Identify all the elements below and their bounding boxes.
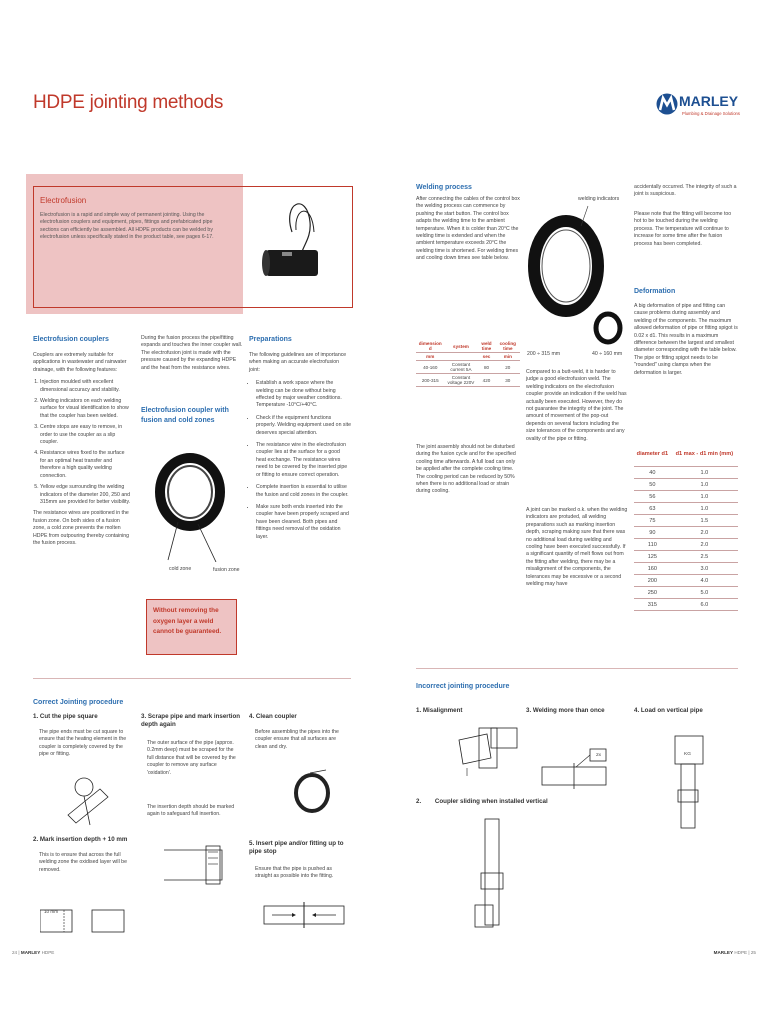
welding-table	[416, 340, 520, 387]
list-item: 4. Resistance wires fixed to the surface for an optimal heat transfer and therefore a high quality welding connection.	[40, 450, 131, 480]
electrofusion-title: Electrofusion	[40, 196, 87, 205]
divider-right	[416, 668, 738, 669]
list-item: 1. Injection moulded with excellent dimensional accuracy and stability.	[40, 379, 131, 394]
couplers-column	[33, 352, 131, 547]
table-header: system	[445, 340, 478, 353]
table-cell: 90	[634, 527, 671, 539]
deformation-table	[634, 442, 738, 611]
welding-after-text: The joint assembly should not be disturbed during the fusion cycle and for the specified cooling time afterwards. A full load can only be applied after the complete cooling time. The cooling period can be reduced by 50% when there is no additional load or strain during cooling.	[416, 444, 516, 495]
step-3-text-2: The insertion depth should be marked again to safeguard full insertion.	[147, 804, 235, 818]
deformation-title: Deformation	[634, 288, 676, 295]
welding-col2-a: Compared to a butt-weld, it is harder to judge a good electrofusion weld. The welding indicators on the electrofusion coupler provide an indication if the weld has actually been executed. However, they do not guarantee the integrity of the joint. The amount of movement of the pop-out depends on several factors including the size tolerances of the components and any ovality of the pipe or fitting.	[526, 369, 627, 442]
step-5-diagram	[262, 898, 347, 930]
table-cell: 1.0	[671, 503, 738, 515]
table-cell: 200-315	[416, 374, 445, 387]
table-header: dimension d	[416, 340, 445, 353]
table-cell: 3.0	[671, 563, 738, 575]
table-cell: 160	[634, 563, 671, 575]
couplers-outro: The resistance wires are positioned in the fusion zone. On both sides of a fusion zone, a cold zone prevents the molten HDPE from outpouring thereby containing the fusion process.	[33, 510, 130, 546]
step-4-text: Before assembling the pipes into the coupler ensure that all surfaces are clean and dry.	[255, 729, 339, 750]
deformation-text: A big deformation of pipe and fitting can cause problems during assembly and welding of the components. The maximum allowed deformation of pipe or fitting spigot is 0.02 x d1. This results in a maximum difference between the largest and smallest diameter corresponding with the table below. The pipe or fitting spigot needs to be "rounded" using clamps when the deformation is larger.	[634, 303, 738, 376]
table-row	[634, 515, 738, 527]
electrofusion-text: Electrofusion is a rapid and simple way of permanent jointing. Using the electrofusion couplers and equipment, pipes, fittings and prefabricated pipe sections can efficiently be assembled. All HDPE products can be welded by electrofusion unless specifically stated in the product table, see pages 6-17.	[40, 212, 214, 241]
brand-name: MARLEY	[679, 93, 739, 109]
step-2-text: This is to ensure that across the full welding zone the oxidised layer will be removed.	[39, 852, 127, 873]
coupler-photo	[252, 192, 332, 292]
table-cell: 200	[634, 575, 671, 587]
incorrect-step-1: 1. Misalignment	[416, 707, 463, 714]
page-title: HDPE jointing methods	[33, 92, 224, 113]
table-unit: min	[496, 353, 520, 361]
step-1-text: The pipe ends must be cut square to ensure that the heating element in the coupler is completely covered by the pipe or fitting.	[39, 729, 127, 758]
label-2x: 2x	[596, 753, 602, 758]
table-header: cooling time	[496, 340, 520, 353]
welding-photo	[526, 204, 626, 349]
step-3-diagram	[162, 840, 242, 890]
table-cell: 63	[634, 503, 671, 515]
table-cell: 110	[634, 539, 671, 551]
step-5-text: Ensure that the pipe is pushed as straight as possible into the fitting.	[255, 866, 334, 880]
incorrect-step-4: 4. Load on vertical pipe	[634, 707, 703, 714]
table-cell: 20	[496, 361, 520, 374]
misalignment-diagram	[455, 722, 520, 777]
warning-text: Without removing the oxygen layer a weld cannot be guaranteed.	[153, 607, 222, 635]
footer-left	[12, 950, 54, 955]
correct-title: Correct Jointing procedure	[33, 699, 124, 706]
list-item: 3. Centre stops are easy to remove, in order to use the coupler as a slip coupler.	[40, 424, 131, 446]
table-row	[416, 361, 520, 374]
right-text-2: Please note that the fitting will become too hot to be touched during the welding process. The temperature will continue to increase for some time after the fusion process has been completed.	[634, 211, 732, 247]
footer-separator: |	[748, 950, 751, 955]
table-row	[634, 563, 738, 575]
step-1-diagram	[60, 775, 120, 830]
table-cell: 2.0	[671, 527, 738, 539]
couplers-list	[33, 379, 131, 506]
welding-indicators-label: welding indicators	[578, 196, 620, 202]
couplers-title: Electrofusion couplers	[33, 336, 109, 343]
table-cell: 30	[496, 374, 520, 387]
table-row	[416, 374, 520, 387]
table-cell: 2.0	[671, 539, 738, 551]
welding-title: Welding process	[416, 184, 472, 191]
table-unit: sec	[477, 353, 495, 361]
fusion-zone-label: fusion zone	[213, 567, 240, 573]
footer-brand: MARLEY	[20, 950, 41, 955]
table-row	[634, 479, 738, 491]
table-row	[634, 551, 738, 563]
zones-diagram	[150, 452, 240, 562]
table-cell: 56	[634, 491, 671, 503]
footer-doc: HDPE	[734, 950, 748, 955]
table-cell: 40-160	[416, 361, 445, 374]
list-item: • Check if the equipment functions properly. Welding equipment used on site deserves special attention.	[256, 415, 351, 437]
fusion-process-text: During the fusion process the pipe/fitting expands and touches the inner coupler wall. The electrofusion joint is made with the pressure caused by the expanding HDPE and the heat from the resistance wires.	[141, 335, 243, 371]
brand-tagline: Plumbing & Drainage Solutions	[682, 111, 740, 116]
preparations-title: Preparations	[249, 336, 292, 343]
table-row	[634, 527, 738, 539]
step-2-title: 2. Mark insertion depth + 10 mm	[33, 836, 128, 843]
table-cell: 1.0	[671, 479, 738, 491]
incorrect-title: Incorrect jointing procedure	[416, 683, 510, 690]
sliding-diagram	[465, 815, 525, 930]
couplers-intro: Couplers are extremely suitable for applications in wastewater and rainwater drainage, with the following features:	[33, 352, 127, 373]
footer-page-number: 25	[750, 950, 756, 955]
preparations-intro: The following guidelines are of importance when making an accurate electrofusion joint:	[249, 352, 347, 373]
table-cell: 125	[634, 551, 671, 563]
table-cell: Constant voltage 220V	[445, 374, 478, 387]
footer-brand: MARLEY	[713, 950, 734, 955]
step-1-title: 1. Cut the pipe square	[33, 713, 98, 720]
zones-title: Electrofusion coupler with fusion and cold zones	[141, 407, 229, 424]
table-cell: 40	[634, 467, 671, 479]
table-row	[634, 587, 738, 599]
table-row	[634, 539, 738, 551]
incorrect-step-3: 3. Welding more than once	[526, 707, 605, 714]
table-cell: 1.0	[671, 467, 738, 479]
table-header: weld time	[477, 340, 495, 353]
right-text-1: accidentally occurred. The integrity of such a joint is suspicious.	[634, 184, 737, 198]
table-cell: 6.0	[671, 599, 738, 611]
table-cell: Constant current 5A	[445, 361, 478, 374]
list-item: • Complete insertion is essential to utilise the fusion and cold zones in the coupler.	[256, 484, 351, 499]
table-cell: 5.0	[671, 587, 738, 599]
preparations-column	[249, 352, 351, 546]
footer-separator: |	[18, 950, 21, 955]
table-unit: mm	[416, 353, 445, 361]
table-row	[634, 503, 738, 515]
label-kg: KG	[684, 752, 691, 757]
table-cell: 2.5	[671, 551, 738, 563]
divider-left	[33, 678, 351, 679]
step-4-diagram	[290, 768, 340, 818]
table-cell: 80	[477, 361, 495, 374]
table-row	[634, 491, 738, 503]
table-cell: 50	[634, 479, 671, 491]
table-cell: 4.0	[671, 575, 738, 587]
table-unit	[445, 353, 478, 361]
table-cell: 1.5	[671, 515, 738, 527]
table-row	[634, 575, 738, 587]
incorrect-step-2: 2. Coupler sliding when installed vertical	[416, 798, 548, 805]
table-cell: 420	[477, 374, 495, 387]
list-item: • Establish a work space where the welding can be done without being effected by major weather conditions. Temperature -10°C/+40°C.	[256, 380, 351, 410]
list-item: 2. Welding indicators on each welding surface for visual identification to show that the coupler has been welded.	[40, 398, 131, 420]
step-4-title: 4. Clean coupler	[249, 713, 297, 720]
size-label-large: 200 ÷ 315 mm	[527, 351, 561, 357]
table-header: d1 max - d1 min (mm)	[671, 442, 738, 467]
welding-text: After connecting the cables of the control box the welding process can commence by pushing the start button. The control box adapts the welding time to the ambient temperature. When it is colder than 20°C the welding time is extended and when the ambient temperature exceeds 20°C the welding time is shortened. For welding times and cooling down times see table below.	[416, 196, 520, 262]
footer-right	[714, 950, 756, 955]
table-header: diameter d1	[634, 442, 671, 467]
load-diagram	[665, 730, 715, 830]
table-row	[634, 467, 738, 479]
preparations-list	[249, 380, 351, 541]
list-item: • The resistance wire in the electrofusion coupler lies at the surface for a good heat exchange. The resistance wires need to be covered by the inserted pipe or fitting to ensure correct operation.	[256, 442, 351, 479]
cold-zone-label: cold zone	[169, 566, 192, 572]
table-cell: 315	[634, 599, 671, 611]
step-5-title: 5. Insert pipe and/or fitting up to pipe stop	[249, 840, 344, 855]
table-cell: 1.0	[671, 491, 738, 503]
step-3-text: The outer surface of the pipe (approx. 0.2mm deep) must be scraped for the full distance that will be covered by the coupler to remove any surface 'oxidation'.	[147, 740, 236, 776]
size-label-small: 40 ÷ 160 mm	[592, 351, 623, 357]
brand-logo	[656, 90, 741, 122]
footer-doc: HDPE	[41, 950, 55, 955]
step-3-title: 3. Scrape pipe and mark insertion depth again	[141, 713, 241, 728]
footer-page-number: 24	[12, 950, 18, 955]
marley-logo-icon	[656, 90, 678, 118]
mm-label: 10 mm	[44, 909, 59, 914]
table-cell: 250	[634, 587, 671, 599]
table-cell: 75	[634, 515, 671, 527]
list-item: 5. Yellow edge surrounding the welding indicators of the diameter 200, 250 and 315mm are provided for better visibility.	[40, 484, 131, 506]
list-item: • Make sure both ends inserted into the coupler have been properly scraped and have been cleaned. Both pipes and fittings need removal of the oxidation layer.	[256, 504, 351, 541]
welding-col2-b: A joint can be marked o.k. when the welding indicators are protuded, all welding preparations such as marking insertion depth, scraping making sure that there was no additional load during welding and cooling have been executed successfully. If a significant quantity of melt flows out from the fitting after welding, there may be a misalignment of the components, the tolerances may be excessive or a second welding may have	[526, 507, 628, 588]
table-row	[634, 599, 738, 611]
